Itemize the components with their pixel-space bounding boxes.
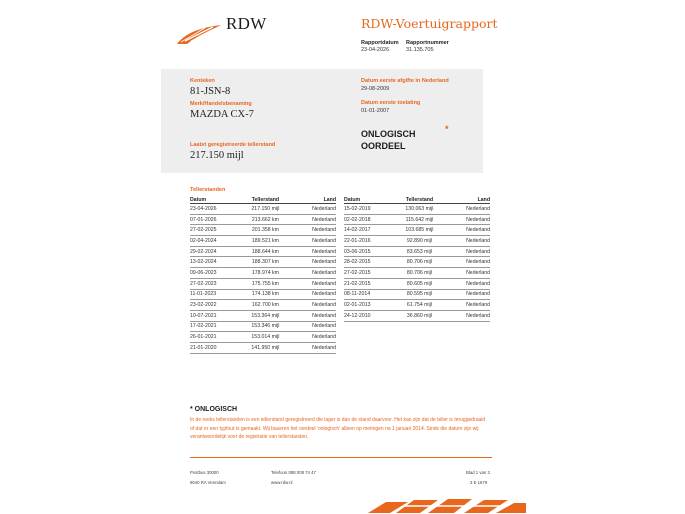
cell-date: 14-02-2017: [344, 225, 393, 236]
cell-country: Nederland: [445, 225, 490, 236]
cell-country: Nederland: [291, 278, 336, 289]
cell-reading: 189.521 km: [239, 236, 291, 247]
verdict-line2: OORDEEL: [361, 141, 406, 151]
cell-date: 27-02-2025: [190, 225, 239, 236]
table-row: [190, 289, 336, 300]
cell-country: Nederland: [291, 204, 336, 215]
plate-label: Kenteken: [190, 78, 215, 84]
table-row: [190, 278, 336, 289]
cell-date: 23-04-2026: [190, 204, 239, 215]
cell-country: Nederland: [445, 214, 490, 225]
cell-date: 08-11-2014: [344, 289, 393, 300]
cell-date: 21-01-2020: [190, 342, 239, 353]
cell-reading: 115.642 mijl: [393, 214, 445, 225]
table-row: [190, 225, 336, 236]
table-row: [190, 321, 336, 332]
cell-date: 15-02-2019: [344, 204, 393, 215]
cell-country: Nederland: [445, 310, 490, 321]
cell-country: Nederland: [445, 257, 490, 268]
cell-reading: 175.755 km: [239, 278, 291, 289]
last-odometer-label: Laatst geregistreerde tellerstand: [190, 142, 276, 148]
cell-country: Nederland: [291, 321, 336, 332]
col-date: Datum: [190, 196, 239, 204]
cell-date: 29-02-2024: [190, 246, 239, 257]
first-nl-label: Datum eerste afgifte in Nederland: [361, 78, 449, 84]
cell-country: Nederland: [291, 300, 336, 311]
footer-website: www.rdw.nl: [271, 480, 293, 485]
cell-date: 07-01-2026: [190, 214, 239, 225]
make-label: Merk/Handelsbenaming: [190, 101, 252, 107]
cell-date: 03-06-2015: [344, 246, 393, 257]
table-row: [190, 332, 336, 343]
cell-date: 22-01-2016: [344, 236, 393, 247]
cell-country: Nederland: [445, 246, 490, 257]
table-row: [190, 246, 336, 257]
cell-country: Nederland: [445, 300, 490, 311]
cell-reading: 141.950 mijl: [239, 342, 291, 353]
odometer-table-right: [344, 196, 490, 322]
cell-reading: 103.685 mijl: [393, 225, 445, 236]
table-row: [190, 310, 336, 321]
cell-date: 02-04-2024: [190, 236, 239, 247]
footer-address1: Postbus 30000: [190, 470, 219, 475]
footer-address2: 9640 RA Veendam: [190, 480, 226, 485]
brand-name: RDW: [226, 14, 267, 33]
cell-date: 27-02-2015: [344, 268, 393, 279]
table-row: [344, 246, 490, 257]
cell-reading: 174.138 km: [239, 289, 291, 300]
table-row: [190, 268, 336, 279]
report-date: 23-04-2026: [361, 47, 390, 53]
col-date: Datum: [344, 196, 393, 204]
cell-date: 09-06-2023: [190, 268, 239, 279]
cell-reading: 153.014 mijl: [239, 332, 291, 343]
col-country: Land: [445, 196, 490, 204]
col-reading: Tellerstand: [239, 196, 291, 204]
cell-country: Nederland: [445, 236, 490, 247]
footer-code: 3 E 1679: [470, 480, 488, 485]
cell-country: Nederland: [291, 214, 336, 225]
cell-country: Nederland: [291, 246, 336, 257]
verdict-line1: ONLOGISCH: [361, 129, 416, 139]
first-admission-label: Datum eerste toelating: [361, 100, 421, 106]
plate-value: 81-JSN-8: [190, 86, 231, 97]
cell-date: 27-02-2023: [190, 278, 239, 289]
table-row: [190, 257, 336, 268]
col-reading: Tellerstand: [393, 196, 445, 204]
cell-country: Nederland: [291, 332, 336, 343]
cell-reading: 201.358 km: [239, 225, 291, 236]
rdw-logo-icon: [175, 22, 223, 46]
cell-reading: 153.346 mijl: [239, 321, 291, 332]
cell-reading: 217.150 mijl: [239, 204, 291, 215]
cell-date: 02-01-2013: [344, 300, 393, 311]
footer-divider: [190, 457, 492, 458]
report-date-label: Rapportdatum: [361, 40, 399, 46]
cell-country: Nederland: [445, 268, 490, 279]
first-admission-value: 01-01-2007: [361, 108, 390, 114]
cell-reading: 213.662 km: [239, 214, 291, 225]
table-row: [344, 214, 490, 225]
table-row: [190, 204, 336, 215]
cell-date: 17-02-2021: [190, 321, 239, 332]
cell-country: Nederland: [291, 289, 336, 300]
cell-reading: 162.700 km: [239, 300, 291, 311]
table-row: [344, 310, 490, 321]
cell-country: Nederland: [291, 342, 336, 353]
cell-date: 24-12-2010: [344, 310, 393, 321]
cell-date: 02-02-2018: [344, 214, 393, 225]
cell-country: Nederland: [291, 268, 336, 279]
table-row: [344, 225, 490, 236]
cell-date: 21-02-2015: [344, 278, 393, 289]
col-country: Land: [291, 196, 336, 204]
table-row: [344, 300, 490, 311]
brand-stripes-icon: [368, 497, 526, 514]
verdict: [361, 128, 416, 152]
table-row: [190, 214, 336, 225]
cell-reading: 188.644 km: [239, 246, 291, 257]
table-row: [344, 278, 490, 289]
cell-reading: 80.605 mijl: [393, 278, 445, 289]
note-text: In de reeks tellerstanden is een tellerstand geregistreerd die lager is dan de stand daarvoor. Het kan zijn dat de teller is teruggedraaid of dat er een typfout is gemaakt. Wij baseren het oordeel 'onlogisch' alleen op metingen na 1 januari 2014. Sinds die datum zijn wij verantwoordelijk voor de registratie van tellerstanden.: [190, 417, 486, 440]
report-number-label: Rapportnummer: [406, 40, 449, 46]
cell-reading: 36.860 mijl: [393, 310, 445, 321]
table-row: [344, 257, 490, 268]
cell-reading: 178.974 km: [239, 268, 291, 279]
cell-date: 28-02-2015: [344, 257, 393, 268]
footer-phone: Telefoon 088 008 74 47: [271, 470, 316, 475]
cell-reading: 153.364 mijl: [239, 310, 291, 321]
cell-country: Nederland: [445, 204, 490, 215]
cell-reading: 61.754 mijl: [393, 300, 445, 311]
table-row: [344, 289, 490, 300]
table-row: [344, 204, 490, 215]
cell-date: 10-07-2021: [190, 310, 239, 321]
table-row: [190, 342, 336, 353]
cell-reading: 80.706 mijl: [393, 268, 445, 279]
footer-page: Blad 1 van 3: [466, 470, 490, 475]
cell-country: Nederland: [291, 225, 336, 236]
odometer-section-title: Tellerstanden: [190, 187, 226, 193]
cell-reading: 130.063 mijl: [393, 204, 445, 215]
cell-date: 26-01-2021: [190, 332, 239, 343]
cell-reading: 80.595 mijl: [393, 289, 445, 300]
table-row: [190, 236, 336, 247]
cell-country: Nederland: [445, 278, 490, 289]
table-row: [344, 236, 490, 247]
cell-country: Nederland: [291, 257, 336, 268]
cell-country: Nederland: [445, 289, 490, 300]
verdict-asterisk: *: [445, 124, 449, 134]
last-odometer-value: 217.150 mijl: [190, 150, 244, 161]
cell-reading: 83.653 mijl: [393, 246, 445, 257]
table-row: [190, 300, 336, 311]
first-nl-value: 29-08-2009: [361, 86, 390, 92]
cell-reading: 80.706 mijl: [393, 257, 445, 268]
note-title: * ONLOGISCH: [190, 406, 238, 413]
cell-reading: 188.307 km: [239, 257, 291, 268]
report-number: 31.135.705: [406, 47, 434, 53]
cell-date: 11-01-2023: [190, 289, 239, 300]
cell-reading: 92.890 mijl: [393, 236, 445, 247]
cell-country: Nederland: [291, 236, 336, 247]
report-title: RDW-Voertuigrapport: [361, 16, 498, 31]
cell-country: Nederland: [291, 310, 336, 321]
cell-date: 13-02-2024: [190, 257, 239, 268]
cell-date: 23-02-2022: [190, 300, 239, 311]
odometer-table-left: [190, 196, 336, 354]
table-row: [344, 268, 490, 279]
make-value: MAZDA CX-7: [190, 109, 254, 120]
